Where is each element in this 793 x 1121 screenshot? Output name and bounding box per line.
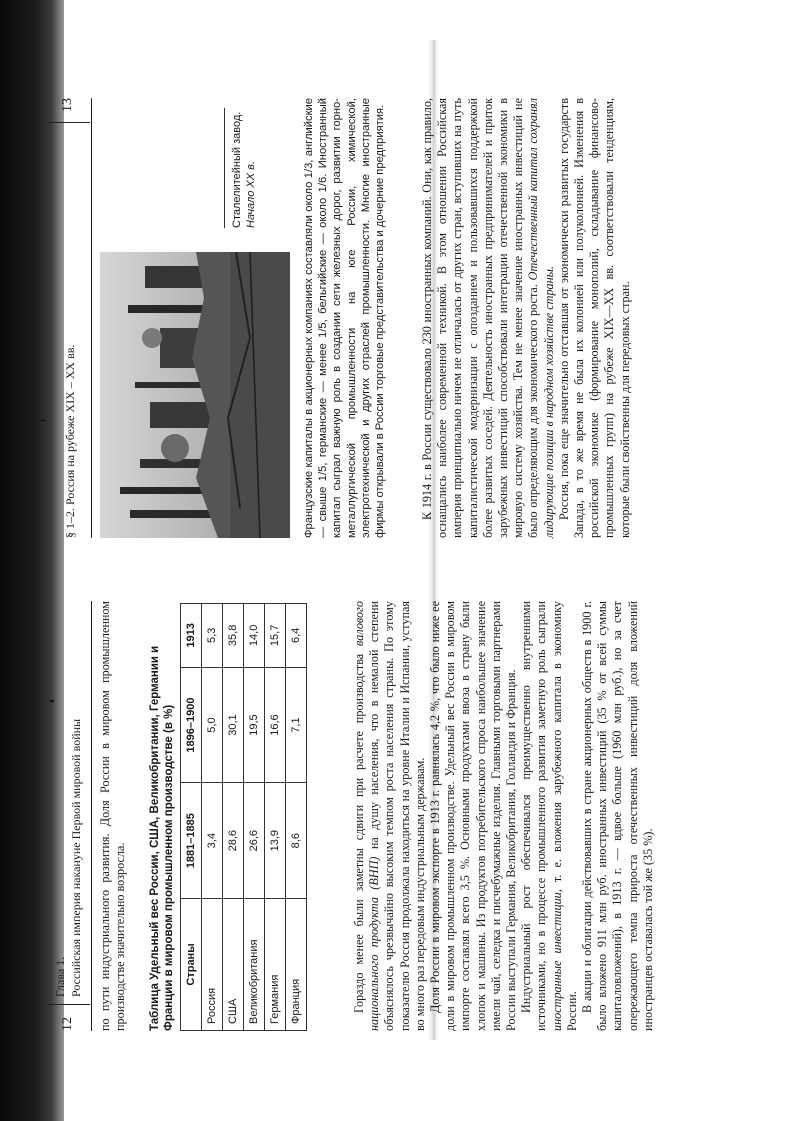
emphasis-term: Отечественный капитал сохранял лидирующие позиции в народном хозяйстве страны.: [526, 98, 556, 538]
table-cell: США: [223, 899, 244, 1031]
chapter-label: Глава 1.: [53, 956, 67, 997]
continued-paragraph: [98, 601, 128, 1031]
table-cell: Великобритания: [244, 899, 265, 1031]
foreign-capital-paragraph: [302, 98, 387, 538]
paragraph: [420, 98, 557, 538]
table-cell: 19,5: [244, 667, 265, 783]
table-header-row: [181, 604, 202, 1031]
column-header: 1896–1900: [181, 667, 202, 783]
table-cell: 8,6: [286, 783, 307, 899]
table-cell: 35,8: [223, 604, 244, 668]
header-divider: [48, 1004, 90, 1005]
table-cell: Франция: [286, 899, 307, 1031]
table-cell: Россия: [202, 899, 223, 1031]
table-cell: 3,4: [202, 783, 223, 899]
table-cell: 5,3: [202, 604, 223, 668]
table-cell: 28,6: [223, 783, 244, 899]
paragraph: Доля России в мировом экспорте в 1913 г. равнялась 4,2 %, что было ниже ее доли в мировом промышленном производстве. Удельный вес России в мировом импорте составлял всего 3,5 %. Основными продуктами ввоза в страну были хлопок и машины. Из продуктов потребительского спроса наибольшее значение имели чай, селедка и писчебумажные изделия. Главными торговыми партнерами России выступали Германия, Великобритания, Голландия и Франция.: [428, 601, 519, 1031]
right-body-text: [420, 98, 633, 538]
table-row: [286, 604, 307, 1031]
table-cell: 13,9: [265, 783, 286, 899]
table-cell: 5,0: [202, 667, 223, 783]
column-header: Страны: [181, 899, 202, 1031]
page-number: 12: [60, 1017, 75, 1031]
steel-mill-photo: [100, 252, 290, 538]
table-cell: 6,4: [286, 604, 307, 668]
text-run: Индустриальный рост обеспечивался преимущественно внутренними источниками, но в процессе промышленного развития заметную роль сыграли: [519, 601, 549, 1031]
caption-rule: [224, 108, 225, 228]
paragraph: Россия, пока еще значительно отставшая от экономически развитых государств Запада, в то же время не была их колонией или полуколонией. Изменения в российской экономике (формирование монополий, складывание финансово-промышленных групп) на рубеже XIX—XX вв. соответствовали тенденциям, которые были свойственны для передовых стран.: [556, 98, 632, 538]
paragraph: В акции и облигации действовавших в стране акционерных обществ в 1900 г. было вложено 911 млн руб. иностранных инвестиций (35 % от всей суммы капиталовложений), в 1913 г. — вдвое больше (1960 млн руб.), но за счет опережающего темпа прироста отечественных инвестиций доля вложений иностранцев оставалась той же (35 %).: [580, 601, 655, 1031]
table-row: [202, 604, 223, 1031]
photo-caption: [230, 103, 258, 228]
header-divider: [48, 122, 90, 123]
paragraph: [519, 601, 580, 1031]
table-row: [223, 604, 244, 1031]
chapter-title: Российская империя накануне Первой мировой войны: [69, 718, 83, 997]
table-cell: 7,1: [286, 667, 307, 783]
text-run: , т. е. вложения зарубежного капитала в экономику России.: [549, 601, 579, 1031]
table-row: [265, 604, 286, 1031]
caption-date: Начало XX в.: [245, 161, 257, 228]
page-number: 13: [60, 98, 75, 112]
right-page-header: [48, 98, 92, 538]
header-rule: [91, 601, 92, 1031]
right-page: [0, 98, 793, 538]
emphasis-term: валового национального продукта (ВНП): [352, 601, 382, 1031]
industrial-share-table: [180, 603, 307, 1031]
left-page-header: [48, 601, 92, 1031]
paragraph: по пути индустриального развития. Доля России в мировом промышленном производстве значительно возросла.: [98, 601, 128, 1031]
paragraph: Французские капиталы в акционерных компаниях составляли около 1/3, английские — свыше 1/5, германские — менее 1/5, бельгийские — около 1/6. Иностранный капитал сыграл важную роль в создании сети железных дорог, развитии горно-металлургической промышленности на юге России, химической, электротехнической и других отраслей промышленности. Многие иностранные фирмы открывали в России торговые представительства и дочерние предприятия.: [303, 98, 387, 538]
header-rule: [91, 98, 92, 538]
left-page: [0, 601, 793, 1031]
table-cell: Германия: [265, 899, 286, 1031]
text-run: на душу населения, что в немалой степени объяснялось чрезвычайно высоким темпом роста населения страны. По этому показателю Россия продолжала находиться на уровне Италии и Испании, уступая во много раз передовым индустриальным державам.: [367, 601, 427, 1031]
running-header: § 1–2. Россия на рубеже XIX – XX вв.: [63, 344, 77, 538]
emphasis-term: иностранные инвестиции: [549, 892, 564, 1031]
table-cell: 16,6: [265, 667, 286, 783]
table-cell: 15,7: [265, 604, 286, 668]
column-header: 1881–1885: [181, 783, 202, 899]
table-cell: 30,1: [223, 667, 244, 783]
table-cell: 26,6: [244, 783, 265, 899]
table-title: Таблица Удельный вес России, США, Великобритании, Германии и Франции в мировом промышленном производстве (в %): [149, 645, 175, 1031]
table-row: [244, 604, 265, 1031]
left-body-text: [352, 601, 656, 1031]
text-run: Гораздо менее были заметны сдвиги при расчете производства: [352, 645, 366, 1013]
text-run: К 1914 г. в России существовало 230 иностранных компаний. Они, как правило, оснащались наиболее современной техникой. В этом отношении Российская империя принципиально ничем не отличалась от других стран, вступивших на путь капиталистической модернизации с опозданием и пользовавшихся поддержкой более развитых соседей. Деятельность иностранных предпринимателей и приток зарубежных инвестиций способствовали интеграции отечественной экономики в мировую систему хозяйства. Тем не менее значение иностранных инвестиций не было определяющим для экономического роста.: [420, 98, 541, 538]
table-cell: 14,0: [244, 604, 265, 668]
caption-title: Сталелитейный завод.: [231, 111, 243, 228]
column-header: 1913: [181, 604, 202, 668]
running-header: [52, 719, 84, 997]
paragraph: [352, 601, 428, 1031]
